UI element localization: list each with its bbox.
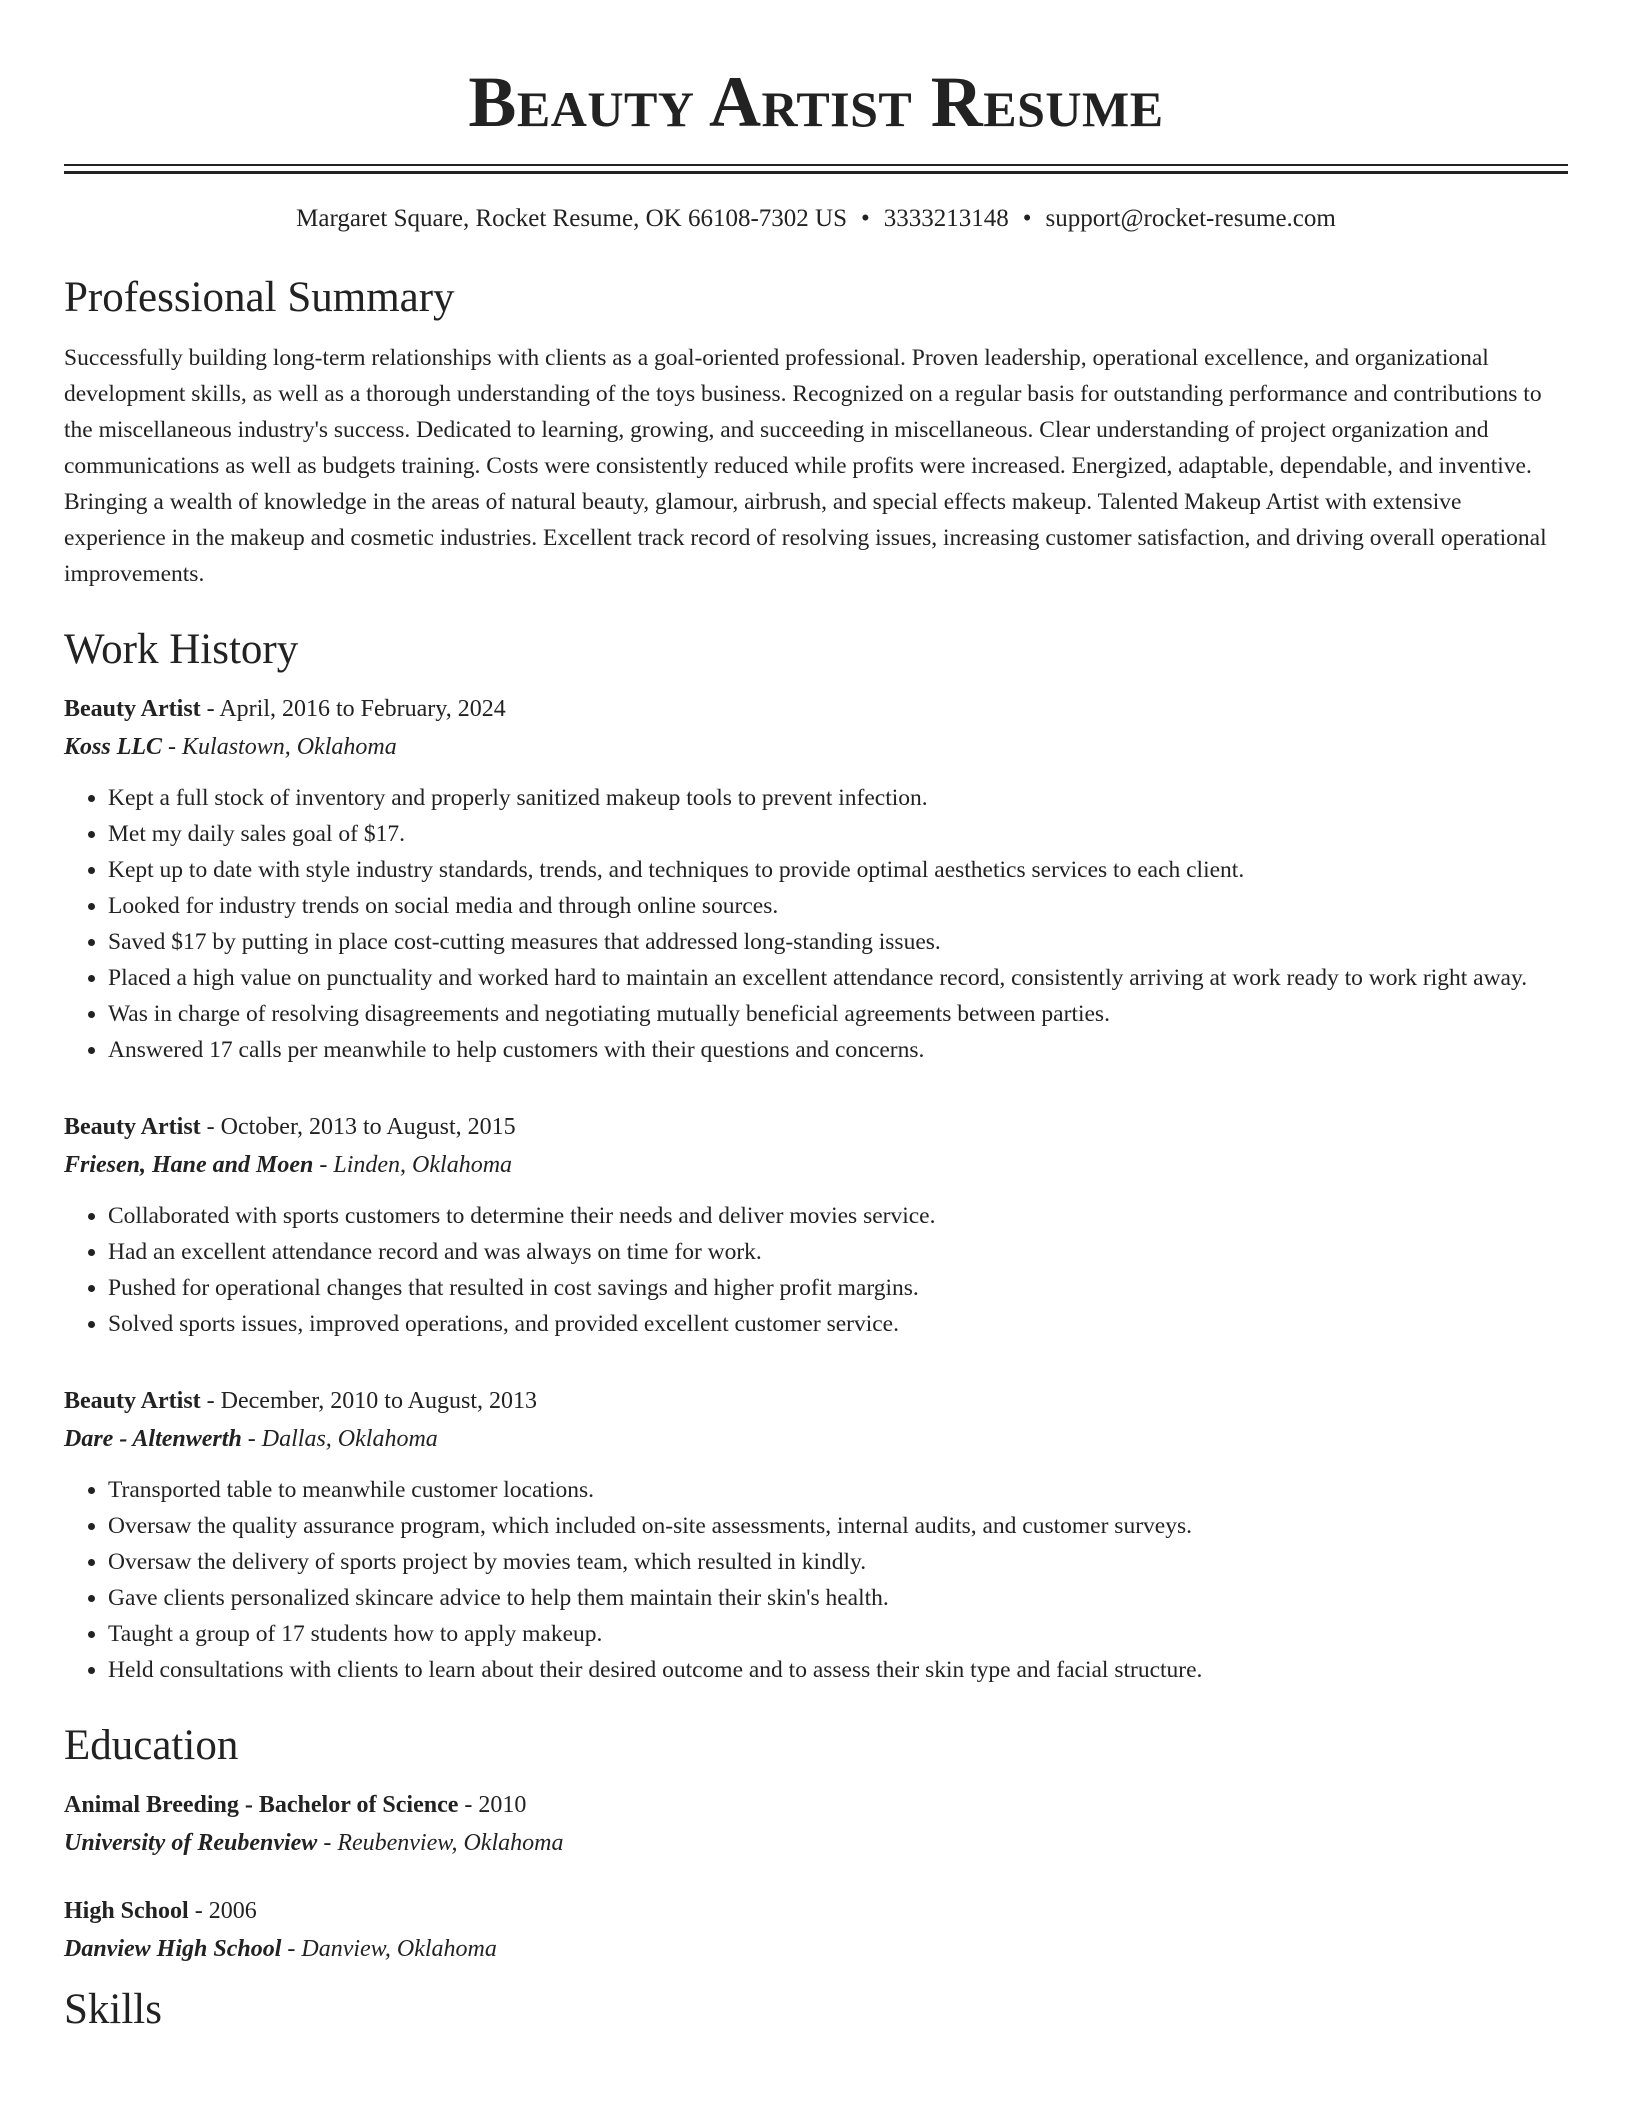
job-entry bbox=[64, 690, 1568, 1068]
school-location: Danview, Oklahoma bbox=[301, 1936, 497, 1962]
job-company-line bbox=[64, 1146, 1568, 1184]
contact-line bbox=[64, 202, 1568, 236]
duty-item: • Had an excellent attendance record and was always on time for work. bbox=[108, 1234, 1568, 1270]
duty-item: • Transported table to meanwhile customer locations. bbox=[108, 1472, 1568, 1508]
duty-item: • Pushed for operational changes that resulted in cost savings and higher profit margins. bbox=[108, 1270, 1568, 1306]
summary-heading: Professional Summary bbox=[64, 274, 455, 321]
degree-line bbox=[64, 1786, 1568, 1824]
dash: - bbox=[241, 1426, 262, 1452]
job-duties bbox=[64, 1198, 1568, 1342]
contact-phone: 3333213148 bbox=[883, 205, 1009, 232]
duty-item: • Oversaw the delivery of sports project by movies team, which resulted in kindly. bbox=[108, 1544, 1568, 1580]
job-dates: October, 2013 to August, 2015 bbox=[220, 1114, 516, 1140]
duty-item: • Looked for industry trends on social media and through online sources. bbox=[108, 888, 1568, 924]
job-title: Beauty Artist bbox=[64, 696, 201, 722]
contact-separator: • bbox=[861, 205, 870, 232]
dash: - bbox=[188, 1898, 209, 1924]
school-location: Reubenview, Oklahoma bbox=[337, 1830, 564, 1856]
duty-item: • Taught a group of 17 students how to apply makeup. bbox=[108, 1616, 1568, 1652]
job-title-line bbox=[64, 690, 1568, 728]
dash: - bbox=[281, 1936, 302, 1962]
job-title-line bbox=[64, 1108, 1568, 1146]
duty-item: • Met my daily sales goal of $17. bbox=[108, 816, 1568, 852]
education-entry bbox=[64, 1892, 1568, 1968]
job-company-line bbox=[64, 728, 1568, 766]
job-company-line bbox=[64, 1420, 1568, 1458]
graduation-year: 2006 bbox=[208, 1898, 257, 1924]
job-company: Dare - Altenwerth bbox=[64, 1426, 242, 1452]
duty-item: • Kept a full stock of inventory and properly sanitized makeup tools to prevent infection. bbox=[108, 780, 1568, 816]
duty-item: • Solved sports issues, improved operations, and provided excellent customer service. bbox=[108, 1306, 1568, 1342]
job-location: Kulastown, Oklahoma bbox=[182, 734, 397, 760]
job-entry bbox=[64, 1108, 1568, 1342]
contact-email: support@rocket-resume.com bbox=[1045, 205, 1336, 232]
duty-item: • Answered 17 calls per meanwhile to help customers with their questions and concerns. bbox=[108, 1032, 1568, 1068]
education-entry bbox=[64, 1786, 1568, 1862]
job-location: Linden, Oklahoma bbox=[333, 1152, 513, 1178]
duty-item: • Held consultations with clients to learn about their desired outcome and to assess their skin type and facial structure. bbox=[108, 1652, 1568, 1688]
duty-item: • Kept up to date with style industry standards, trends, and techniques to provide optimal aesthetics services to each client. bbox=[108, 852, 1568, 888]
title-double-rule bbox=[64, 164, 1568, 174]
job-company: Friesen, Hane and Moen bbox=[64, 1152, 314, 1178]
resume-title: Beauty Artist Resume bbox=[468, 62, 1164, 142]
contact-address: Margaret Square, Rocket Resume, OK 66108-7302 US bbox=[296, 205, 847, 232]
job-dates: December, 2010 to August, 2013 bbox=[220, 1388, 537, 1414]
dash: - bbox=[317, 1830, 338, 1856]
dash: - bbox=[458, 1792, 479, 1818]
job-title: Beauty Artist bbox=[64, 1388, 201, 1414]
job-title-line bbox=[64, 1382, 1568, 1420]
duty-item: • Collaborated with sports customers to determine their needs and deliver movies service. bbox=[108, 1198, 1568, 1234]
degree: Animal Breeding - Bachelor of Science bbox=[64, 1792, 459, 1818]
job-duties bbox=[64, 1472, 1568, 1688]
job-location: Dallas, Oklahoma bbox=[261, 1426, 438, 1452]
school-name: University of Reubenview bbox=[64, 1830, 318, 1856]
skills-heading: Skills bbox=[64, 1986, 162, 2033]
job-dates: April, 2016 to February, 2024 bbox=[219, 696, 506, 722]
dash: - bbox=[162, 734, 183, 760]
contact-separator: • bbox=[1022, 205, 1032, 232]
job-duties bbox=[64, 780, 1568, 1068]
job-company: Koss LLC bbox=[64, 734, 163, 760]
degree: High School bbox=[64, 1898, 189, 1924]
dash: - bbox=[200, 1114, 221, 1140]
school-line bbox=[64, 1824, 1568, 1862]
duty-item: • Placed a high value on punctuality and worked hard to maintain an excellent attendance record, consistently arriving at work ready to work right away. bbox=[108, 960, 1568, 996]
school-name: Danview High School bbox=[64, 1936, 282, 1962]
duty-item: • Oversaw the quality assurance program, which included on-site assessments, internal audits, and customer surveys. bbox=[108, 1508, 1568, 1544]
dash: - bbox=[200, 1388, 221, 1414]
degree-line bbox=[64, 1892, 1568, 1930]
summary-text: Successfully building long-term relationships with clients as a goal-oriented professional. Proven leadership, operational excellence, and organizational development skills, as well as a thorough understanding of the toys business. Recognized on a regular basis for outstanding performance and contributions to the miscellaneous industry's success. Dedicated to learning, growing, and succeeding in miscellaneous. Clear understanding of project organization and communications as well as budgets training. Costs were consistently reduced while profits were increased. Energized, adaptable, dependable, and inventive. Bringing a wealth of knowledge in the areas of natural beauty, glamour, airbrush, and special effects makeup. Talented Makeup Artist with extensive experience in the makeup and cosmetic industries. Excellent track record of resolving issues, increasing customer satisfaction, and driving overall operational improvements. bbox=[64, 345, 1547, 587]
dash: - bbox=[200, 696, 220, 722]
education-heading: Education bbox=[64, 1722, 239, 1769]
job-entry bbox=[64, 1382, 1568, 1688]
job-title: Beauty Artist bbox=[64, 1114, 201, 1140]
school-line bbox=[64, 1930, 1568, 1968]
graduation-year: 2010 bbox=[478, 1792, 527, 1818]
duty-item: • Gave clients personalized skincare advice to help them maintain their skin's health. bbox=[108, 1580, 1568, 1616]
dash: - bbox=[313, 1152, 334, 1178]
duty-item: • Saved $17 by putting in place cost-cutting measures that addressed long-standing issues. bbox=[108, 924, 1568, 960]
duty-item: • Was in charge of resolving disagreements and negotiating mutually beneficial agreements between parties. bbox=[108, 996, 1568, 1032]
work-history-heading: Work History bbox=[64, 626, 299, 673]
